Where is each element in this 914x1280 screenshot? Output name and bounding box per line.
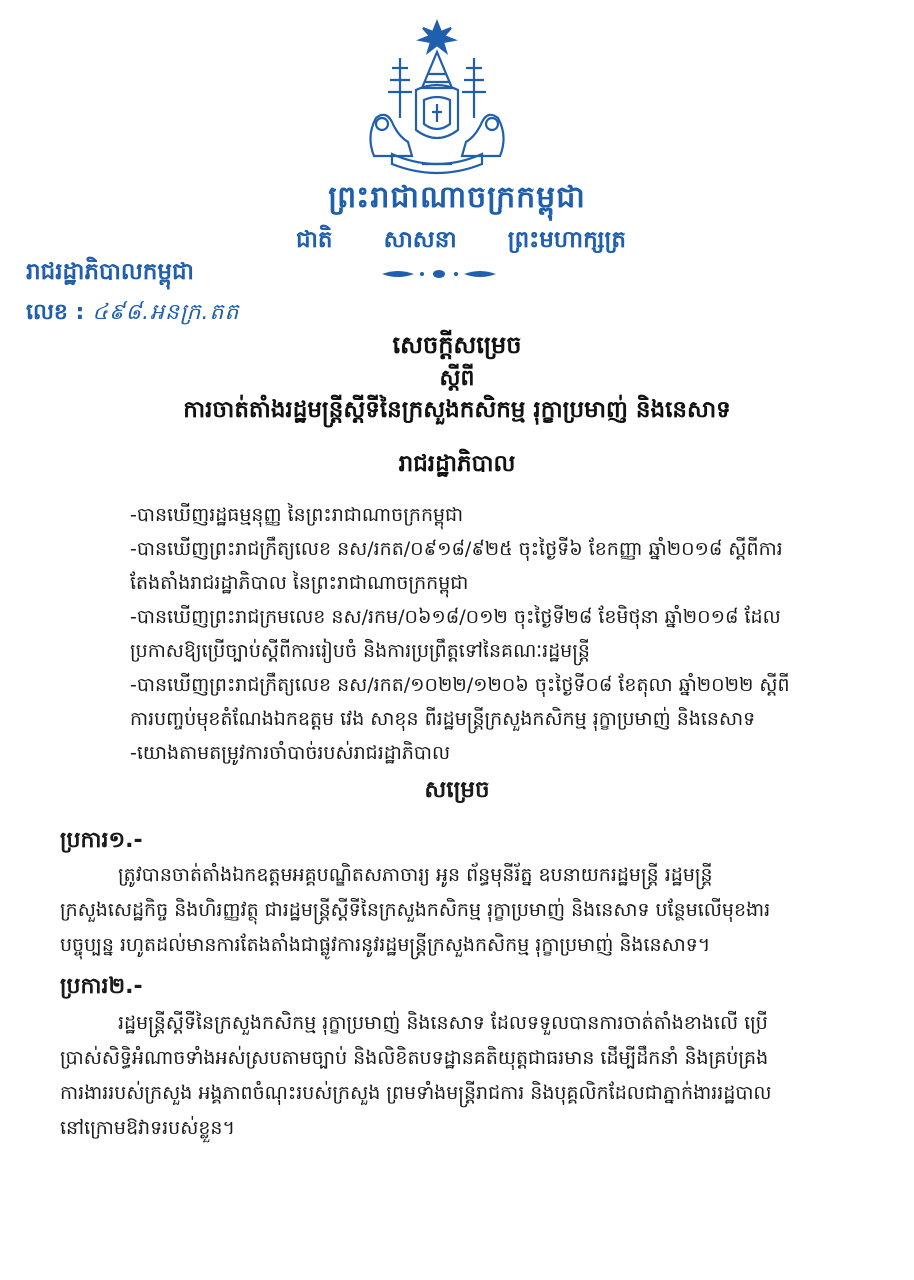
- clause-line: តែងតាំងរាជរដ្ឋាភិបាល នៃព្រះរាជាណាចក្រកម្ពុជា: [130, 572, 469, 594]
- motto-nation: ជាតិ: [296, 227, 333, 253]
- kingdom-heading: ព្រះរាជាណាចក្រកម្ពុជា: [328, 180, 586, 215]
- clause-line: ការបញ្ចប់មុខតំណែងឯកឧត្តម វេង សាខុន ពីរដ្ឋមន្ត្រីក្រសួងកសិកម្ម រុក្ខាប្រមាញ់ និងនេសាទ: [130, 708, 756, 730]
- about-label: ស្តីពី: [439, 366, 475, 391]
- article-line: បច្ចុប្បន្ន រហូតដល់មានការតែងតាំងជាផ្លូវការនូវរដ្ឋមន្ត្រីក្រសួងកសិកម្ម រុក្ខាប្រមាញ់ និងនេសាទ។: [60, 934, 711, 956]
- ornamental-divider-icon: [378, 266, 500, 282]
- article-line: ក្រសួងសេដ្ឋកិច្ច និងហិរញ្ញវត្ថុ ជារដ្ឋមន្ត្រីស្តីទីនៃក្រសួងកសិកម្ម រុក្ខាប្រមាញ់ និងនេសាទ បន្ថែមលើមុខងារ: [60, 899, 771, 921]
- article-1-title: ប្រការ១.-: [60, 828, 143, 853]
- clause-line: -បានឃើញព្រះរាជក្រមលេខ នស/រកម/០៦១៨/០១២ ចុះថ្ងៃទី២៨ ខែមិថុនា ឆ្នាំ២០១៨ ដែល: [130, 606, 781, 628]
- clause-line: -បានឃើញរដ្ឋធម្មនុញ្ញ នៃព្រះរាជាណាចក្រកម្ពុជា: [130, 504, 464, 526]
- number-label: លេខ :: [26, 300, 85, 325]
- article-2-title: ប្រការ២.-: [60, 974, 143, 999]
- article-2-body: [60, 1006, 840, 1146]
- national-motto: [296, 226, 626, 259]
- motto-religion: សាសនា: [383, 227, 457, 253]
- article-1-body: [60, 858, 840, 963]
- motto-king: ព្រះមហាក្សត្រ: [507, 227, 626, 253]
- article-line: ប្រាស់សិទ្ធិអំណាចទាំងអស់ស្របតាមច្បាប់ និងលិខិតបទដ្ឋានគតិយុត្តជាធរមាន ដើម្បីដឹកនាំ និងគ្រប់គ្រង: [60, 1047, 769, 1069]
- clause-line: -បានឃើញព្រះរាជក្រឹត្យលេខ នស/រកត/០៩១៨/៩២៥ ចុះថ្ងៃទី៦ ខែកញ្ញា ឆ្នាំ២០១៨ ស្តីពីការ: [130, 538, 783, 560]
- clause-line: ប្រកាសឱ្យប្រើច្បាប់ស្តីពីការរៀបចំ និងការប្រព្រឹត្តទៅនៃគណៈរដ្ឋមន្ត្រី: [130, 640, 590, 662]
- article-line: ត្រូវបានចាត់តាំងឯកឧត្តមអគ្គបណ្ឌិតសភាចារ្យ អូន ព័ន្ធមុនីរ័ត្ន ឧបនាយករដ្ឋមន្ត្រី រដ្ឋមន្ត្រី: [118, 864, 713, 886]
- document-number: [26, 298, 239, 330]
- number-value: ៤៩៨.អនក្រ.តត: [92, 300, 240, 325]
- clause-line: -បានឃើញព្រះរាជក្រឹត្យលេខ នស/រកត/១០២២/១២០៦ ចុះថ្ងៃទី០៨ ខែតុលា ឆ្នាំ២០២២ ស្តីពី: [130, 674, 790, 696]
- decision-heading: សម្រេច: [424, 777, 490, 803]
- clause-line: -យោងតាមតម្រូវការចាំបាច់របស់រាជរដ្ឋាភិបាល: [130, 742, 451, 764]
- royal-emblem-icon: [352, 18, 522, 183]
- document-subject: ការចាត់តាំងរដ្ឋមន្ត្រីស្តីទីនៃក្រសួងកសិកម្ម រុក្ខាប្រមាញ់ និងនេសាទ: [183, 397, 731, 423]
- article-line: នៅក្រោមឱវាទរបស់ខ្លួន។: [60, 1117, 235, 1139]
- article-line: រដ្ឋមន្ត្រីស្តីទីនៃក្រសួងកសិកម្ម រុក្ខាប្រមាញ់ និងនេសាទ ដែលទទួលបានការចាត់តាំងខាងលើ ប្រើ: [118, 1012, 768, 1034]
- issuer-heading: រាជរដ្ឋាភិបាល: [398, 451, 516, 477]
- article-line: ការងាររបស់ក្រសួង អង្គភាពចំណុះរបស់ក្រសួង ព្រមទាំងមន្ត្រីរាជការ និងបុគ្គលិកដែលជាភ្នាក់ងាររដ្ឋបាល: [60, 1082, 772, 1104]
- issuing-body: រាជរដ្ឋាភិបាលកម្ពុជា: [26, 259, 194, 285]
- preamble-clauses: [130, 498, 820, 770]
- document-type: សេចក្តីសម្រេច: [392, 331, 522, 359]
